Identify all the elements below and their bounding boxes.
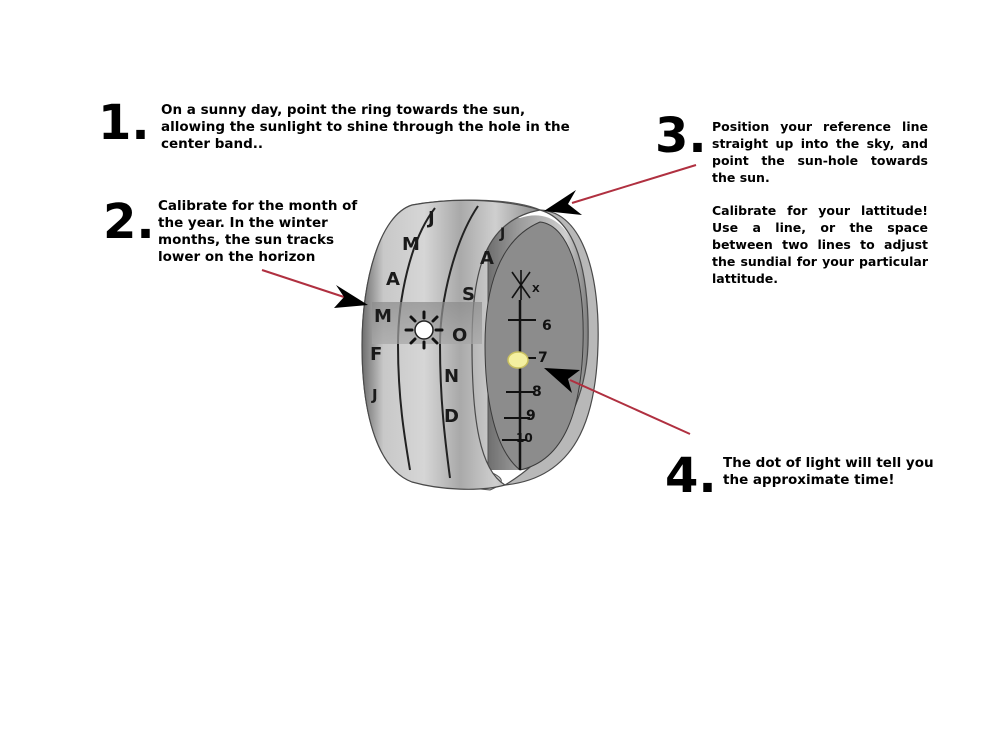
hour-label: 6	[542, 318, 552, 334]
month-label: J	[372, 386, 378, 404]
step-4-text	[723, 455, 953, 489]
ring	[362, 200, 598, 490]
month-label: M	[374, 306, 392, 327]
month-label: N	[444, 366, 460, 387]
month-label: A	[386, 269, 400, 290]
hour-label: 10	[516, 431, 533, 445]
step-4-number: 4.	[665, 448, 717, 504]
hour-label: 8	[532, 384, 542, 400]
month-label: M	[402, 234, 420, 255]
month-label: O	[452, 325, 468, 346]
step-3-number: 3.	[655, 108, 707, 164]
month-label: D	[444, 406, 459, 427]
arrow-step-2	[262, 270, 368, 308]
month-label: J	[500, 226, 506, 242]
month-label: J	[428, 208, 435, 229]
month-label: A	[480, 248, 494, 269]
hour-label: 7	[538, 350, 548, 366]
month-label: S	[462, 284, 475, 305]
arrow-step-3	[544, 165, 696, 215]
step-3-paragraph-2: Calibrate for your lattitude! Use a line, or the space between two lines to adjust the sundial for your particular lattitude.	[712, 203, 928, 286]
step-1-number: 1.	[98, 95, 150, 151]
step-3-text	[712, 118, 928, 287]
step-2-paragraph: Calibrate for the month of the year. In the winter months, the sun tracks lower on the horizon	[158, 198, 358, 265]
sun-hole-icon	[406, 312, 442, 348]
latitude-mark: X	[532, 284, 540, 295]
step-1-paragraph: On a sunny day, point the ring towards the sun, allowing the sunlight to shine through the hole in the center band..	[161, 102, 570, 152]
step-1-text	[161, 102, 591, 153]
month-label: F	[370, 344, 383, 365]
step-3-paragraph: Position your reference line straight up into the sky, and point the sun-hole towards the sun.	[712, 119, 928, 185]
light-dot-icon	[508, 352, 528, 368]
step-4-paragraph: The dot of light will tell you the approximate time!	[723, 455, 934, 488]
step-2-number: 2.	[103, 194, 155, 250]
hour-label: 9	[526, 408, 536, 424]
step-2-text	[158, 198, 368, 266]
